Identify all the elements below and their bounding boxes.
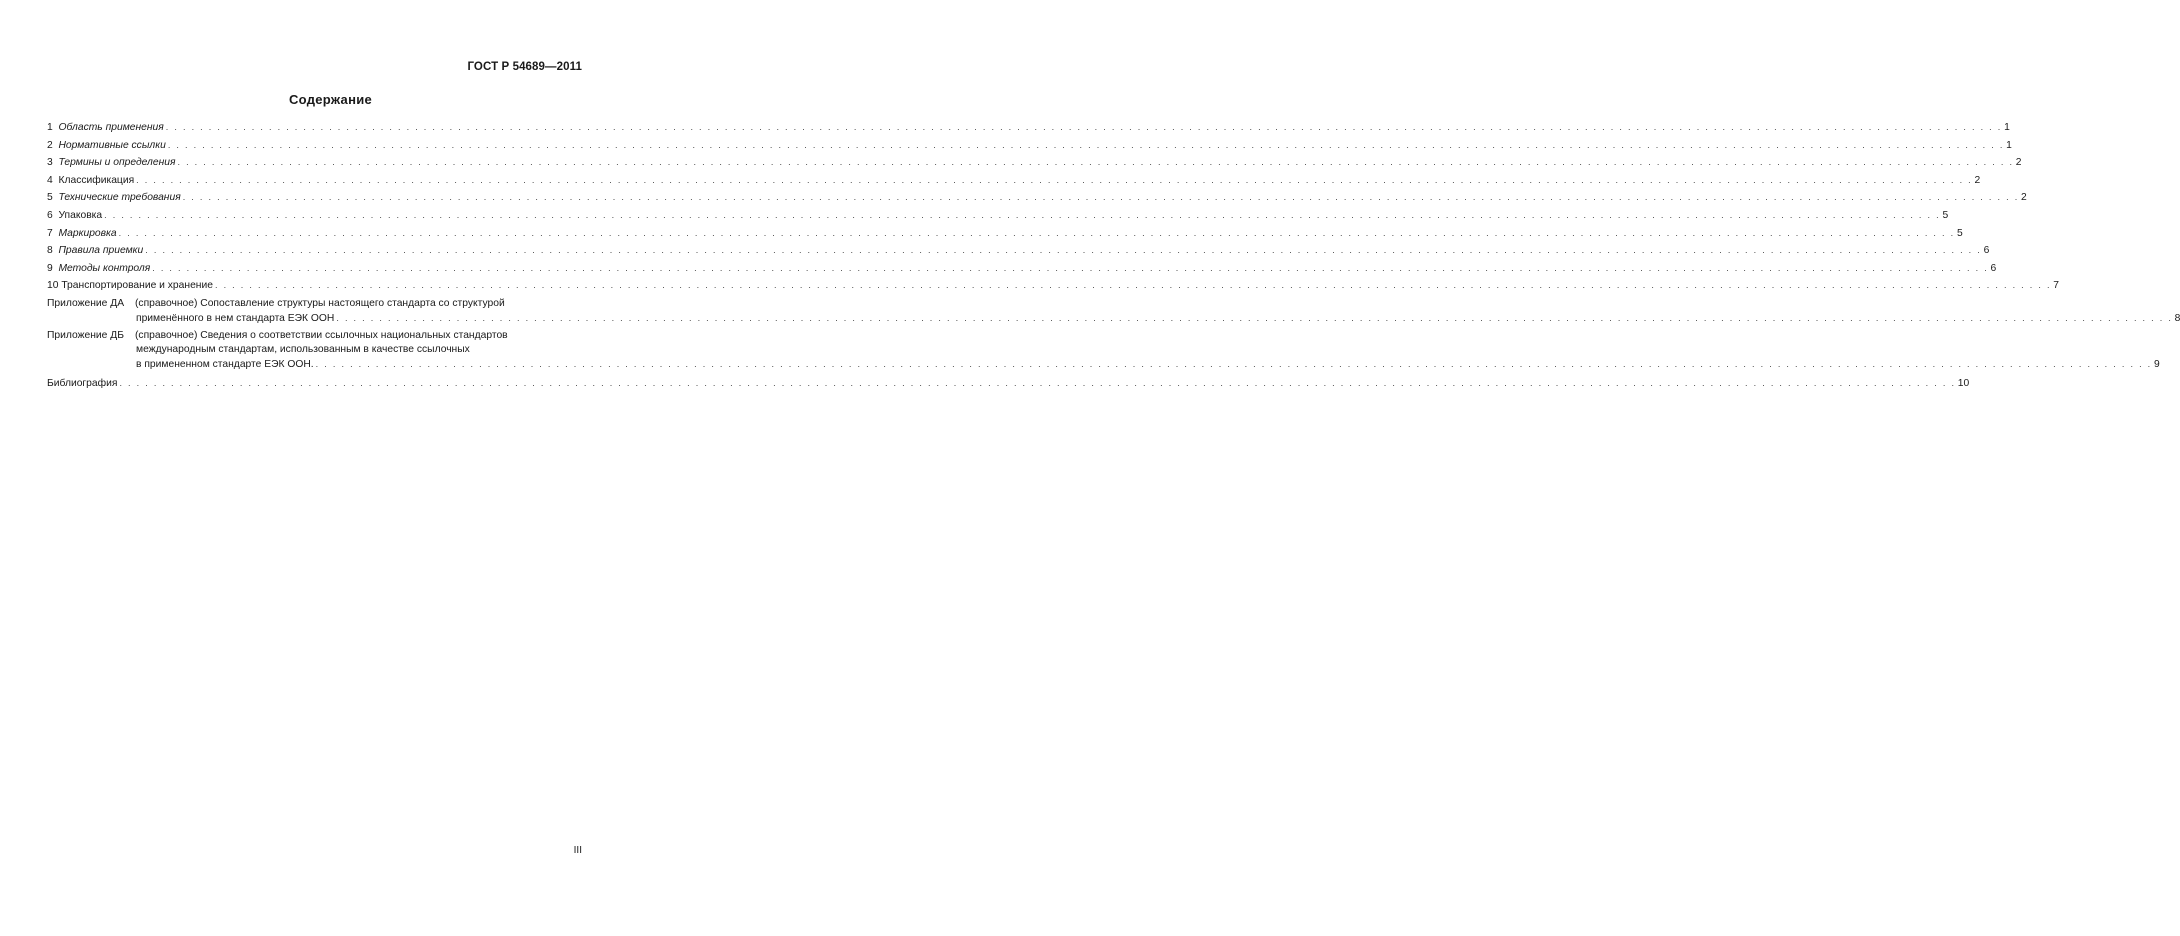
toc-entry-number: 2 (47, 139, 53, 151)
toc-entry[interactable] (47, 189, 2027, 207)
toc-entry-title: Классификация (58, 174, 135, 186)
toc-entry-number: 1 (47, 122, 53, 133)
table-of-contents (47, 119, 2180, 393)
appendix-label: Приложение ДБ (47, 329, 124, 341)
toc-entry-title: Методы контроля (58, 262, 151, 274)
toc-entry[interactable] (47, 242, 1990, 260)
leader-dots (152, 260, 1988, 277)
toc-entry[interactable] (47, 154, 2022, 172)
toc-entry-page: 1 (2004, 122, 2010, 133)
toc-entry-title: Правила приемки (58, 245, 144, 257)
toc-entry-page: 6 (1983, 245, 1990, 257)
leader-dots (177, 154, 2013, 171)
toc-entry-title: Нормативные ссылки (58, 139, 166, 151)
appendix-page: 8 (2174, 312, 2180, 324)
toc-appendix[interactable] (47, 297, 2180, 326)
toc-entry-number: 4 (47, 174, 53, 186)
toc-entry-number: 7 (47, 227, 53, 239)
leader-dots (145, 242, 1981, 259)
toc-entry[interactable] (47, 119, 2010, 137)
toc-entry-page: 2 (2015, 157, 2022, 169)
page-number: III (573, 845, 582, 856)
toc-entry-page: 2 (2021, 192, 2027, 204)
leader-dots (166, 119, 2002, 136)
appendix-title-line: применённого в нем стандарта ЕЭК ООН (136, 312, 335, 324)
toc-entry-page: 1 (2006, 139, 2012, 151)
leader-dots (336, 311, 2172, 325)
toc-entry-title: Термины и определения (58, 157, 176, 169)
toc-appendix[interactable] (47, 329, 2160, 372)
toc-entry-title: Транспортирование и хранение (61, 280, 213, 292)
leader-dots (104, 207, 1940, 224)
leader-dots (119, 225, 1955, 242)
appendix-title-line: в примененном стандарте ЕЭК ООН. (136, 358, 314, 370)
toc-entry-page: 7 (2053, 280, 2060, 292)
toc-entry-title: Упаковка (58, 209, 103, 221)
toc-entry-number: 8 (47, 245, 53, 257)
leader-dots (183, 189, 2019, 206)
toc-entry-page: 6 (1990, 262, 1997, 274)
leader-dots (136, 172, 1972, 189)
toc-entry-title: Область применения (58, 122, 164, 133)
toc-entry[interactable] (47, 260, 1997, 278)
leader-dots (215, 277, 2051, 294)
toc-entry[interactable] (47, 207, 1949, 225)
toc-entry[interactable] (47, 137, 2012, 155)
toc-entry-number: 10 (47, 280, 59, 292)
toc-entry-title: Маркировка (58, 227, 117, 239)
document-code: ГОСТ Р 54689—2011 (467, 61, 582, 73)
appendix-label: Приложение ДА (47, 297, 125, 309)
toc-entry[interactable] (47, 172, 1981, 190)
toc-entry-page: 2 (1974, 174, 1981, 186)
toc-title: Содержание (288, 92, 373, 107)
toc-entry-title: Библиография (47, 377, 118, 389)
toc-entry-number: 9 (47, 262, 53, 274)
appendix-title-line: (справочное) Сопоставление структуры настоящего стандарта со структурой (135, 297, 505, 309)
toc-entry-page: 5 (1942, 209, 1949, 221)
leader-dots (316, 357, 2152, 371)
toc-entry-page: 10 (1957, 377, 1970, 389)
toc-entry-number: 5 (47, 192, 53, 204)
toc-entry-number: 3 (47, 157, 53, 169)
leader-dots (168, 137, 2004, 154)
toc-entry-bibliography[interactable] (47, 375, 1970, 393)
toc-entry[interactable] (47, 277, 2060, 295)
appendix-title-line: (справочное) Сведения о соответствии ссылочных национальных стандартов (135, 329, 508, 341)
toc-entry-number: 6 (47, 209, 53, 221)
appendix-title-line: международным стандартам, использованным в качестве ссылочных (136, 343, 470, 355)
leader-dots (119, 375, 1955, 392)
toc-entry[interactable] (47, 225, 1963, 243)
toc-entry-title: Технические требования (58, 192, 181, 204)
toc-entry-page: 5 (1956, 227, 1963, 239)
appendix-page: 9 (2153, 358, 2160, 370)
